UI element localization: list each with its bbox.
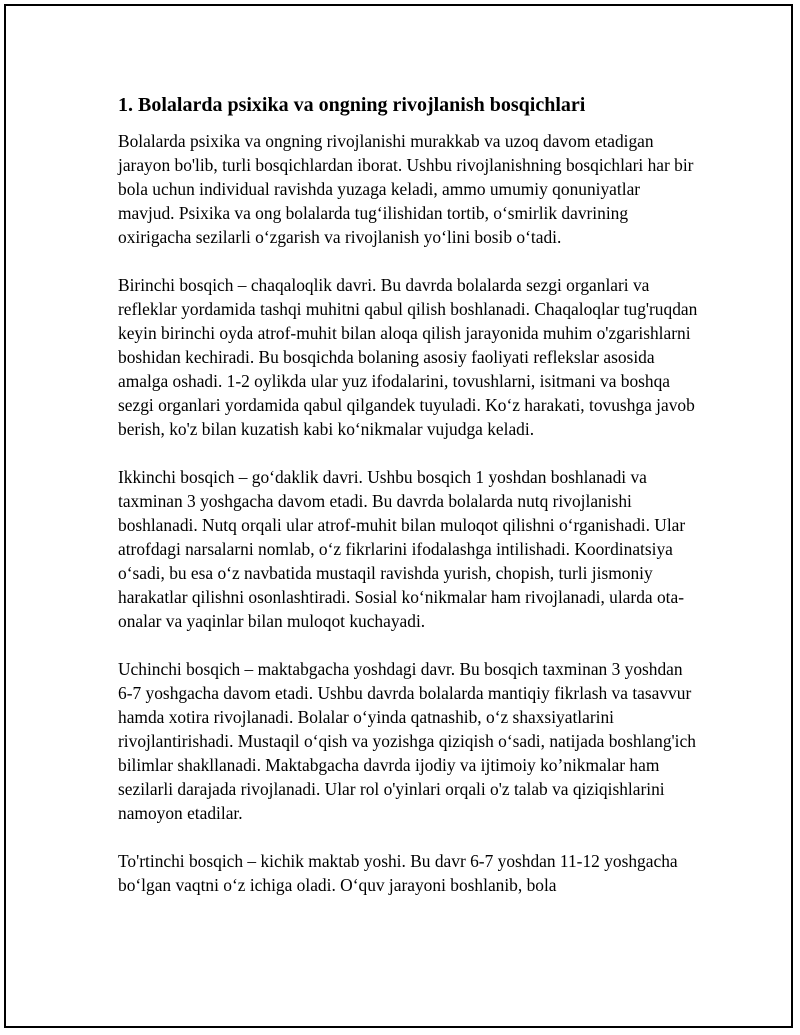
paragraph-stage-1: Birinchi bosqich – chaqaloqlik davri. Bu davrda bolalarda sezgi organlari va refleklar yordamida tashqi muhitni qabul qilish boshlanadi. Chaqaloqlar tug'ruqdan keyin birinchi oyda atrof-muhit bilan aloqa qilish jarayonida muhim o'zgarishlarni boshidan kechiradi. Bu bosqichda bolaning asosiy faoliyati reflekslar asosida amalga oshadi. 1-2 oylikda ular yuz ifodalarini, tovushlarni, isitmani va boshqa sezgi organlari yordamida qabul qilgandek tuyuladi. Ko‘z harakati, tovushga javob berish, ko'z bilan kuzatish kabi ko‘nikmalar vujudga keladi. — [118, 275, 698, 439]
document-body — [118, 91, 698, 921]
paragraph-intro: Bolalarda psixika va ongning rivojlanishi murakkab va uzoq davom etadigan jarayon bo'lib, turli bosqichlardan iborat. Ushbu rivojlanishning bosqichlari har bir bola uchun individual ravishda yuzaga keladi, ammo umumiy qonuniyatlar mavjud. Psixika va ong bolalarda tug‘ilishidan tortib, o‘smirlik davrining oxirigacha sezilarli o‘zgarish va rivojlanish yo‘lini bosib o‘tadi. — [118, 131, 694, 247]
section-heading: 1. Bolalarda psixika va ongning rivojlanish bosqichlari — [118, 94, 586, 116]
paragraph-stage-2: Ikkinchi bosqich – go‘daklik davri. Ushbu bosqich 1 yoshdan boshlanadi va taxminan 3 yoshgacha davom etadi. Bu davrda bolalarda nutq rivojlanishi boshlanadi. Nutq orqali ular atrof-muhit bilan muloqot qilishni o‘rganishadi. Ular atrofdagi narsalarni nomlab, o‘z fikrlarini ifodalashga intilishadi. Koordinatsiya o‘sadi, bu esa o‘z navbatida mustaqil ravishda yurish, chopish, turli jismoniy harakatlar qilishni osonlashtiradi. Sosial ko‘nikmalar ham rivojlanadi, ularda ota-onalar va yaqinlar bilan muloqot kuchayadi. — [118, 467, 686, 631]
paragraph-stage-3: Uchinchi bosqich – maktabgacha yoshdagi davr. Bu bosqich taxminan 3 yoshdan 6-7 yoshgacha davom etadi. Ushbu davrda bolalarda mantiqiy fikrlash va tasavvur hamda xotira rivojlanadi. Bolalar o‘yinda qatnashib, o‘z shaxsiyatlarini rivojlantirishadi. Mustaqil o‘qish va yozishga qiziqish o‘sadi, natijada boshlang'ich bilimlar shakllanadi. Maktabgacha davrda ijodiy va ijtimoiy ko’nikmalar ham sezilarli darajada rivojlanadi. Ular rol o'yinlari orqali o'z talab va qiziqishlarini namoyon etadilar. — [118, 659, 696, 823]
paragraph-stage-4: To'rtinchi bosqich – kichik maktab yoshi. Bu davr 6-7 yoshdan 11-12 yoshgacha bo‘lgan vaqtni o‘z ichiga oladi. O‘quv jarayoni boshlanib, bola — [118, 851, 678, 895]
